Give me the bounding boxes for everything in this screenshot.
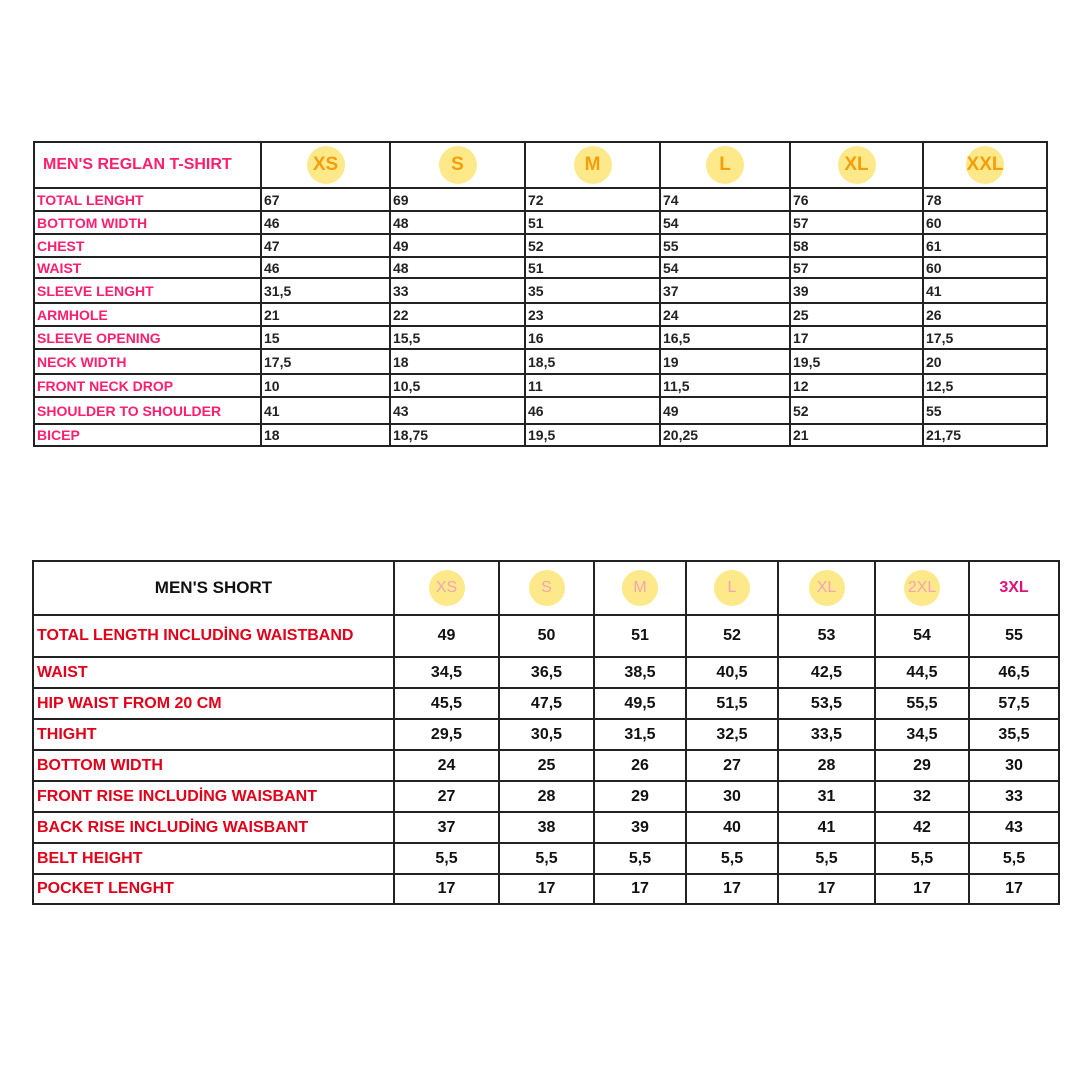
measurement-value: 11 xyxy=(525,374,660,397)
size-header-xl xyxy=(778,561,875,615)
measurement-label: WAIST xyxy=(34,257,261,278)
size-badge: XL xyxy=(838,146,876,184)
measurement-value: 19 xyxy=(660,349,790,374)
measurement-value: 49 xyxy=(390,234,525,257)
measurement-value: 55,5 xyxy=(875,688,969,719)
table-row xyxy=(33,657,1059,688)
measurement-label: WAIST xyxy=(33,657,394,688)
measurement-label: NECK WIDTH xyxy=(34,349,261,374)
measurement-value: 29 xyxy=(594,781,686,812)
measurement-value: 15,5 xyxy=(390,326,525,349)
measurement-value: 46 xyxy=(261,257,390,278)
table-row xyxy=(33,781,1059,812)
table-row xyxy=(34,188,1047,211)
measurement-value: 21 xyxy=(790,424,923,446)
measurement-value: 35 xyxy=(525,278,660,303)
measurement-value: 5,5 xyxy=(394,843,499,874)
size-header-l xyxy=(686,561,778,615)
measurement-value: 21,75 xyxy=(923,424,1047,446)
measurement-value: 19,5 xyxy=(525,424,660,446)
measurement-value: 57,5 xyxy=(969,688,1059,719)
size-badge: L xyxy=(706,146,744,184)
size-header-s xyxy=(499,561,594,615)
table-row xyxy=(33,874,1059,904)
measurement-value: 55 xyxy=(660,234,790,257)
measurement-value: 41 xyxy=(778,812,875,843)
size-header-xxl xyxy=(923,142,1047,188)
measurement-value: 30 xyxy=(969,750,1059,781)
measurement-value: 78 xyxy=(923,188,1047,211)
measurement-value: 46 xyxy=(525,397,660,424)
measurement-value: 38,5 xyxy=(594,657,686,688)
table-row xyxy=(34,278,1047,303)
measurement-value: 5,5 xyxy=(778,843,875,874)
measurement-value: 55 xyxy=(969,615,1059,657)
measurement-value: 17 xyxy=(875,874,969,904)
table-row xyxy=(33,719,1059,750)
measurement-value: 74 xyxy=(660,188,790,211)
measurement-label: THIGHT xyxy=(33,719,394,750)
measurement-value: 43 xyxy=(969,812,1059,843)
measurement-value: 34,5 xyxy=(394,657,499,688)
table-row xyxy=(33,615,1059,657)
measurement-value: 10,5 xyxy=(390,374,525,397)
size-badge: XXL xyxy=(966,146,1004,184)
size-badge: M xyxy=(574,146,612,184)
measurement-value: 31,5 xyxy=(261,278,390,303)
measurement-value: 29 xyxy=(875,750,969,781)
size-badge: XS xyxy=(307,146,345,184)
measurement-value: 17 xyxy=(790,326,923,349)
measurement-label: TOTAL LENGHT xyxy=(34,188,261,211)
size-header-xs xyxy=(394,561,499,615)
size-badge: S xyxy=(529,570,565,606)
table-row xyxy=(34,211,1047,234)
measurement-label: BOTTOM WIDTH xyxy=(34,211,261,234)
table-row xyxy=(34,303,1047,326)
measurement-value: 20 xyxy=(923,349,1047,374)
measurement-value: 35,5 xyxy=(969,719,1059,750)
short-header-row xyxy=(33,561,1059,615)
measurement-value: 16 xyxy=(525,326,660,349)
measurement-value: 76 xyxy=(790,188,923,211)
size-badge: L xyxy=(714,570,750,606)
measurement-value: 47,5 xyxy=(499,688,594,719)
measurement-label: BICEP xyxy=(34,424,261,446)
tshirt-header-row xyxy=(34,142,1047,188)
measurement-value: 20,25 xyxy=(660,424,790,446)
measurement-value: 18,5 xyxy=(525,349,660,374)
measurement-value: 42,5 xyxy=(778,657,875,688)
measurement-value: 53,5 xyxy=(778,688,875,719)
measurement-value: 51,5 xyxy=(686,688,778,719)
measurement-value: 26 xyxy=(923,303,1047,326)
measurement-value: 52 xyxy=(686,615,778,657)
measurement-value: 17 xyxy=(394,874,499,904)
measurement-value: 5,5 xyxy=(686,843,778,874)
measurement-value: 54 xyxy=(660,257,790,278)
measurement-value: 22 xyxy=(390,303,525,326)
measurement-value: 27 xyxy=(394,781,499,812)
measurement-value: 57 xyxy=(790,211,923,234)
measurement-value: 32,5 xyxy=(686,719,778,750)
size-header-m xyxy=(594,561,686,615)
measurement-value: 47 xyxy=(261,234,390,257)
measurement-value: 41 xyxy=(923,278,1047,303)
measurement-value: 5,5 xyxy=(969,843,1059,874)
measurement-value: 37 xyxy=(394,812,499,843)
measurement-value: 33 xyxy=(390,278,525,303)
measurement-value: 54 xyxy=(875,615,969,657)
table-row xyxy=(34,257,1047,278)
measurement-label: BOTTOM WIDTH xyxy=(33,750,394,781)
measurement-value: 55 xyxy=(923,397,1047,424)
tshirt-size-table xyxy=(33,141,1048,447)
measurement-value: 49 xyxy=(660,397,790,424)
measurement-value: 43 xyxy=(390,397,525,424)
measurement-value: 29,5 xyxy=(394,719,499,750)
measurement-value: 36,5 xyxy=(499,657,594,688)
measurement-label: HIP WAIST FROM 20 CM xyxy=(33,688,394,719)
measurement-value: 21 xyxy=(261,303,390,326)
measurement-value: 18,75 xyxy=(390,424,525,446)
measurement-value: 51 xyxy=(525,211,660,234)
tshirt-table-title: MEN'S REGLAN T-SHIRT xyxy=(34,142,261,188)
measurement-value: 49,5 xyxy=(594,688,686,719)
measurement-value: 15 xyxy=(261,326,390,349)
measurement-value: 54 xyxy=(660,211,790,234)
measurement-value: 61 xyxy=(923,234,1047,257)
table-row xyxy=(33,750,1059,781)
measurement-value: 40,5 xyxy=(686,657,778,688)
measurement-label: FRONT NECK DROP xyxy=(34,374,261,397)
measurement-value: 18 xyxy=(261,424,390,446)
measurement-value: 69 xyxy=(390,188,525,211)
short-table-title: MEN'S SHORT xyxy=(33,561,394,615)
measurement-value: 45,5 xyxy=(394,688,499,719)
table-row xyxy=(33,688,1059,719)
measurement-value: 5,5 xyxy=(594,843,686,874)
measurement-value: 51 xyxy=(525,257,660,278)
measurement-value: 31,5 xyxy=(594,719,686,750)
measurement-value: 57 xyxy=(790,257,923,278)
table-row xyxy=(34,397,1047,424)
measurement-value: 46 xyxy=(261,211,390,234)
measurement-value: 33,5 xyxy=(778,719,875,750)
measurement-value: 53 xyxy=(778,615,875,657)
measurement-value: 12 xyxy=(790,374,923,397)
measurement-value: 46,5 xyxy=(969,657,1059,688)
size-badge: 2XL xyxy=(904,570,940,606)
measurement-value: 17 xyxy=(969,874,1059,904)
measurement-value: 44,5 xyxy=(875,657,969,688)
measurement-label: CHEST xyxy=(34,234,261,257)
measurement-value: 17 xyxy=(594,874,686,904)
table-row xyxy=(34,326,1047,349)
measurement-value: 37 xyxy=(660,278,790,303)
measurement-value: 34,5 xyxy=(875,719,969,750)
size-label: 3XL xyxy=(999,579,1029,596)
size-header-2xl xyxy=(875,561,969,615)
measurement-value: 17,5 xyxy=(923,326,1047,349)
table-row xyxy=(33,812,1059,843)
measurement-value: 48 xyxy=(390,211,525,234)
table-row xyxy=(34,234,1047,257)
measurement-value: 49 xyxy=(394,615,499,657)
measurement-value: 60 xyxy=(923,211,1047,234)
measurement-value: 51 xyxy=(594,615,686,657)
table-row xyxy=(34,349,1047,374)
measurement-value: 67 xyxy=(261,188,390,211)
size-header-m xyxy=(525,142,660,188)
size-badge: S xyxy=(439,146,477,184)
size-header-s xyxy=(390,142,525,188)
measurement-value: 52 xyxy=(790,397,923,424)
measurement-value: 17 xyxy=(778,874,875,904)
measurement-value: 16,5 xyxy=(660,326,790,349)
measurement-value: 58 xyxy=(790,234,923,257)
measurement-label: FRONT RISE INCLUDİNG WAISBANT xyxy=(33,781,394,812)
size-header-xl xyxy=(790,142,923,188)
measurement-label: SLEEVE LENGHT xyxy=(34,278,261,303)
measurement-value: 40 xyxy=(686,812,778,843)
measurement-value: 28 xyxy=(778,750,875,781)
measurement-value: 26 xyxy=(594,750,686,781)
size-badge: XL xyxy=(809,570,845,606)
measurement-value: 25 xyxy=(790,303,923,326)
measurement-value: 24 xyxy=(394,750,499,781)
measurement-value: 31 xyxy=(778,781,875,812)
measurement-value: 32 xyxy=(875,781,969,812)
size-header-l xyxy=(660,142,790,188)
measurement-value: 39 xyxy=(790,278,923,303)
measurement-label: ARMHOLE xyxy=(34,303,261,326)
measurement-value: 28 xyxy=(499,781,594,812)
measurement-value: 10 xyxy=(261,374,390,397)
measurement-value: 24 xyxy=(660,303,790,326)
measurement-value: 48 xyxy=(390,257,525,278)
measurement-value: 33 xyxy=(969,781,1059,812)
table-row xyxy=(33,843,1059,874)
measurement-value: 52 xyxy=(525,234,660,257)
measurement-value: 17 xyxy=(499,874,594,904)
measurement-value: 41 xyxy=(261,397,390,424)
measurement-label: POCKET LENGHT xyxy=(33,874,394,904)
measurement-label: SHOULDER TO SHOULDER xyxy=(34,397,261,424)
measurement-value: 5,5 xyxy=(499,843,594,874)
measurement-value: 25 xyxy=(499,750,594,781)
measurement-value: 42 xyxy=(875,812,969,843)
table-row xyxy=(34,374,1047,397)
measurement-value: 11,5 xyxy=(660,374,790,397)
measurement-value: 27 xyxy=(686,750,778,781)
size-badge: M xyxy=(622,570,658,606)
measurement-value: 5,5 xyxy=(875,843,969,874)
table-row xyxy=(34,424,1047,446)
size-badge: XS xyxy=(429,570,465,606)
measurement-label: BELT HEIGHT xyxy=(33,843,394,874)
measurement-label: SLEEVE OPENING xyxy=(34,326,261,349)
measurement-value: 60 xyxy=(923,257,1047,278)
measurement-value: 12,5 xyxy=(923,374,1047,397)
size-header-xs xyxy=(261,142,390,188)
measurement-label: BACK RISE INCLUDİNG WAISBANT xyxy=(33,812,394,843)
short-size-table xyxy=(32,560,1060,905)
measurement-value: 18 xyxy=(390,349,525,374)
measurement-value: 30,5 xyxy=(499,719,594,750)
measurement-value: 17,5 xyxy=(261,349,390,374)
measurement-value: 17 xyxy=(686,874,778,904)
measurement-value: 38 xyxy=(499,812,594,843)
measurement-value: 23 xyxy=(525,303,660,326)
measurement-value: 39 xyxy=(594,812,686,843)
size-header-3xl xyxy=(969,561,1059,615)
measurement-value: 19,5 xyxy=(790,349,923,374)
measurement-value: 50 xyxy=(499,615,594,657)
measurement-value: 30 xyxy=(686,781,778,812)
measurement-label: TOTAL LENGTH INCLUDİNG WAISTBAND xyxy=(33,615,394,657)
measurement-value: 72 xyxy=(525,188,660,211)
